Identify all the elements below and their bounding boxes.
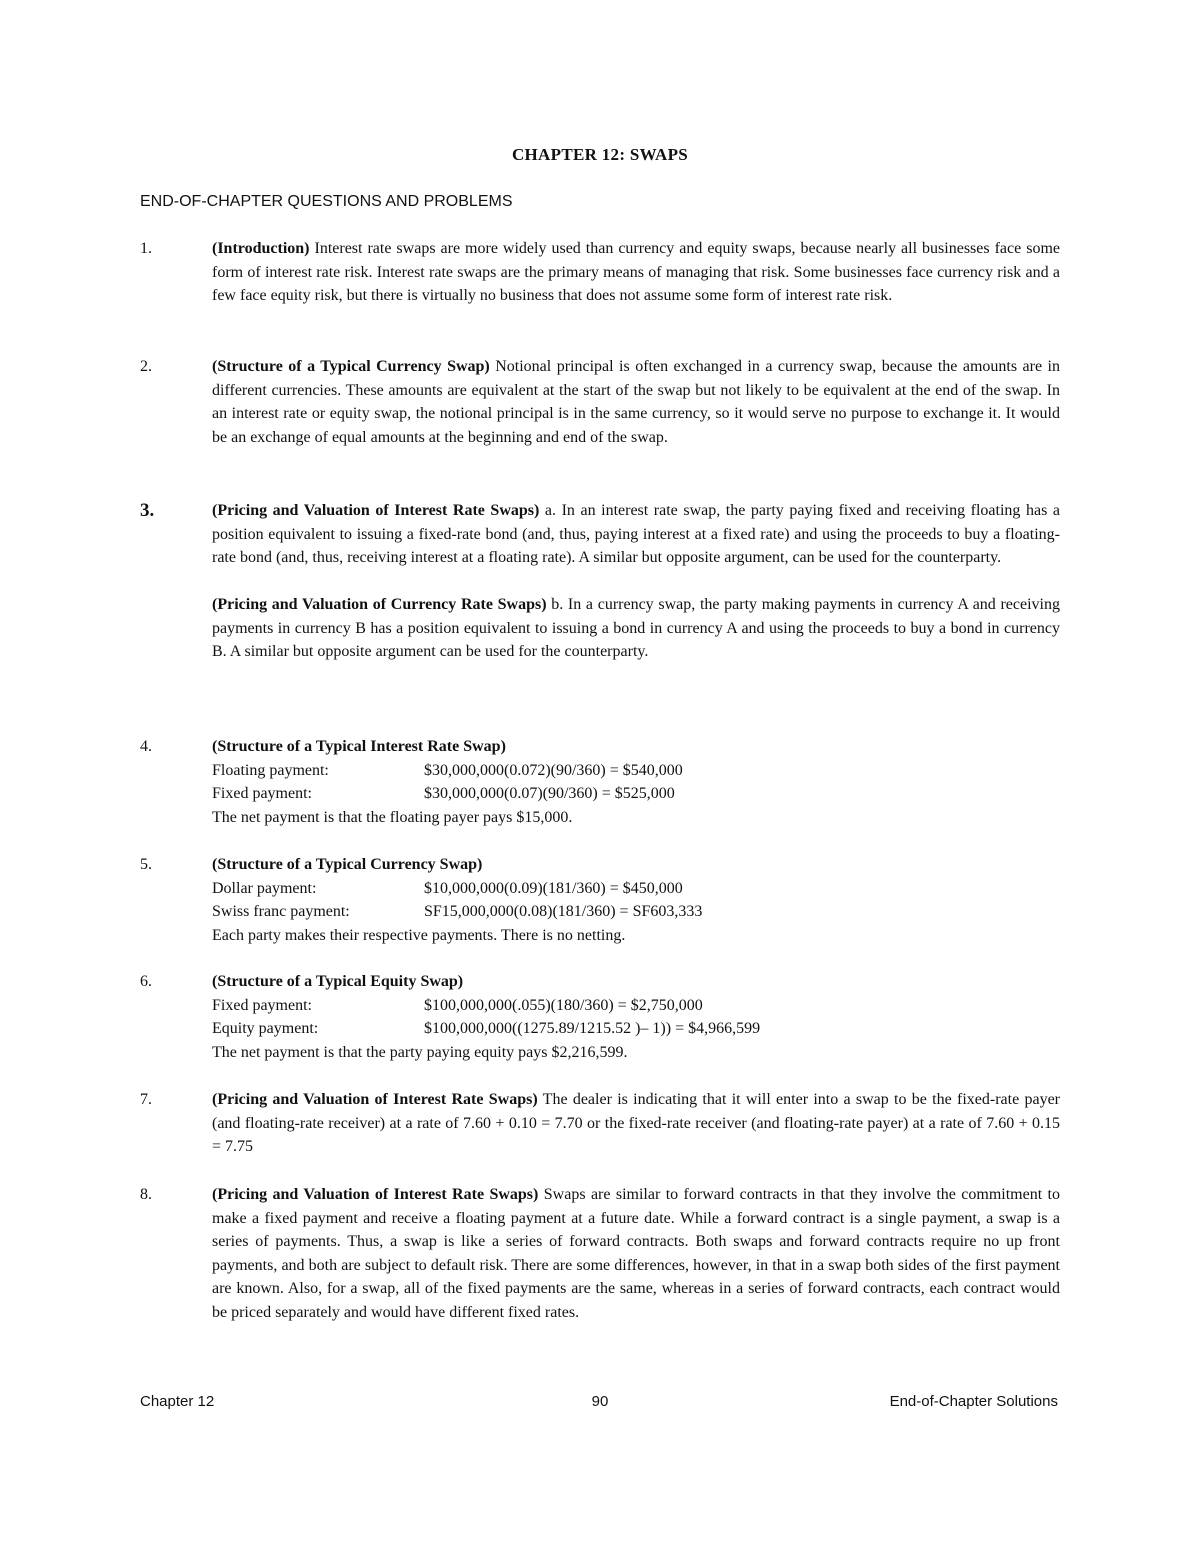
- question-number: 6.: [140, 973, 152, 990]
- question-part-a: [212, 499, 1060, 570]
- question-body: [212, 853, 1060, 947]
- payment-label: Dollar payment:: [212, 879, 317, 897]
- question-number: 7.: [140, 1091, 152, 1108]
- question-number: 3.: [140, 500, 155, 521]
- payment-row: [212, 900, 1060, 924]
- question-number: 8.: [140, 1186, 152, 1203]
- question-topic: (Structure of a Typical Currency Swap): [212, 358, 490, 375]
- question-5: [140, 853, 1060, 947]
- question-part-b: [212, 593, 1060, 664]
- payment-value: SF15,000,000(0.08)(181/360) = SF603,333: [424, 903, 703, 920]
- chapter-title: CHAPTER 12: SWAPS: [511, 145, 689, 164]
- question-3: [140, 499, 1060, 664]
- payment-row: [212, 782, 1060, 806]
- question-topic: (Pricing and Valuation of Interest Rate Swaps): [212, 1091, 538, 1108]
- question-body: [212, 735, 1060, 829]
- payment-label: Floating payment:: [212, 761, 329, 779]
- question-text: Notional principal is often exchanged in a currency swap, because the amounts are in different currencies. These amounts are equivalent at the start of the swap but not likely to be equivalent at the end of the swap. In an interest rate or equity swap, the notional principal is in the same currency, so it would serve no purpose to exchange it. It would be an exchange of equal amounts at the beginning and end of the swap.: [212, 358, 1061, 446]
- question-text: Interest rate swaps are more widely used than currency and equity swaps, because nearly all businesses face some form of interest rate risk. Interest rate swaps are the primary means of managing that risk. Some businesses face currency risk and a few face equity risk, but there is virtually no business that does not assume some form of interest rate risk.: [212, 240, 1060, 304]
- question-topic: (Introduction): [212, 240, 310, 257]
- question-topic: (Pricing and Valuation of Currency Rate Swaps): [212, 596, 547, 613]
- question-topic: (Structure of a Typical Interest Rate Swap): [212, 738, 506, 755]
- payment-row: [212, 1017, 1060, 1041]
- question-text: The dealer is indicating that it will enter into a swap to be the fixed-rate payer (and floating-rate receiver) at a rate of 7.60 + 0.10 = 7.70 or the fixed-rate receiver (and floating-rate payer) at a rate of 7.60 + 0.15 = 7.75: [212, 1091, 1061, 1155]
- question-topic: (Pricing and Valuation of Interest Rate Swaps): [212, 1186, 539, 1203]
- question-2: [140, 355, 1060, 449]
- payment-row: [212, 759, 1060, 783]
- question-number: 5.: [140, 856, 152, 873]
- question-number: 4.: [140, 738, 152, 755]
- payment-label: Fixed payment:: [212, 996, 312, 1014]
- net-payment-note: Each party makes their respective payments. There is no netting.: [212, 926, 626, 944]
- net-payment-note: The net payment is that the floating payer pays $15,000.: [212, 808, 573, 826]
- question-body: [212, 1183, 1060, 1324]
- question-text: Swaps are similar to forward contracts in that they involve the commitment to make a fixed payment and receive a floating payment at a future date. While a forward contract is a single payment, a swap is a series of payments. Thus, a swap is like a series of forward contracts. Both swaps and forward contracts require no up front payments, and both are subject to default risk. There are some differences, however, in that in a swap both sides of the first payment are known. Also, for a swap, all of the fixed payments are the same, whereas in a series of forward contracts, each contract would be priced separately and would have different fixed rates.: [212, 1186, 1060, 1321]
- question-body: [212, 1088, 1060, 1159]
- question-6: [140, 970, 1060, 1064]
- question-number: 1.: [140, 240, 152, 257]
- footer-chapter: Chapter 12: [140, 1393, 215, 1410]
- question-topic: (Structure of a Typical Equity Swap): [212, 973, 464, 990]
- question-1: [140, 237, 1060, 308]
- payment-label: Equity payment:: [212, 1020, 319, 1037]
- payment-row: [212, 877, 1060, 901]
- payment-value: $30,000,000(0.07)(90/360) = $525,000: [424, 785, 675, 802]
- payment-row: [212, 994, 1060, 1018]
- payment-value: $100,000,000((1275.89/1215.52 )– 1)) = $4,966,599: [424, 1020, 761, 1037]
- question-text: b. In a currency swap, the party making payments in currency A and receiving payments in currency B has a position equivalent to issuing a bond in currency A and using the proceeds to buy a bond in currency B. A similar but opposite argument can be used for the counterparty.: [212, 596, 1061, 660]
- payment-label: Fixed payment:: [212, 785, 312, 802]
- question-topic: (Pricing and Valuation of Interest Rate Swaps): [212, 502, 540, 519]
- footer-section: End-of-Chapter Solutions: [889, 1393, 1058, 1410]
- section-heading: END-OF-CHAPTER QUESTIONS AND PROBLEMS: [140, 193, 513, 210]
- question-8: [140, 1183, 1060, 1324]
- question-number: 2.: [140, 358, 152, 375]
- question-body: [212, 499, 1060, 664]
- question-body: [212, 237, 1060, 308]
- payment-label: Swiss franc payment:: [212, 903, 350, 920]
- footer-page-number: 90: [591, 1393, 609, 1410]
- question-7: [140, 1088, 1060, 1159]
- payment-value: $100,000,000(.055)(180/360) = $2,750,000: [424, 996, 703, 1014]
- question-4: [140, 735, 1060, 829]
- question-text: a. In an interest rate swap, the party paying fixed and receiving floating has a position equivalent to issuing a fixed-rate bond (and, thus, paying interest at a fixed rate) and using the proceeds to buy a floating-rate bond (and, thus, receiving interest at a floating rate). A similar but opposite argument, can be used for the counterparty.: [212, 502, 1060, 566]
- question-topic: (Structure of a Typical Currency Swap): [212, 856, 483, 873]
- payment-value: $30,000,000(0.072)(90/360) = $540,000: [424, 761, 683, 779]
- payment-value: $10,000,000(0.09)(181/360) = $450,000: [424, 879, 683, 897]
- question-body: [212, 970, 1060, 1064]
- net-payment-note: The net payment is that the party paying equity pays $2,216,599.: [212, 1043, 628, 1061]
- question-body: [212, 355, 1060, 449]
